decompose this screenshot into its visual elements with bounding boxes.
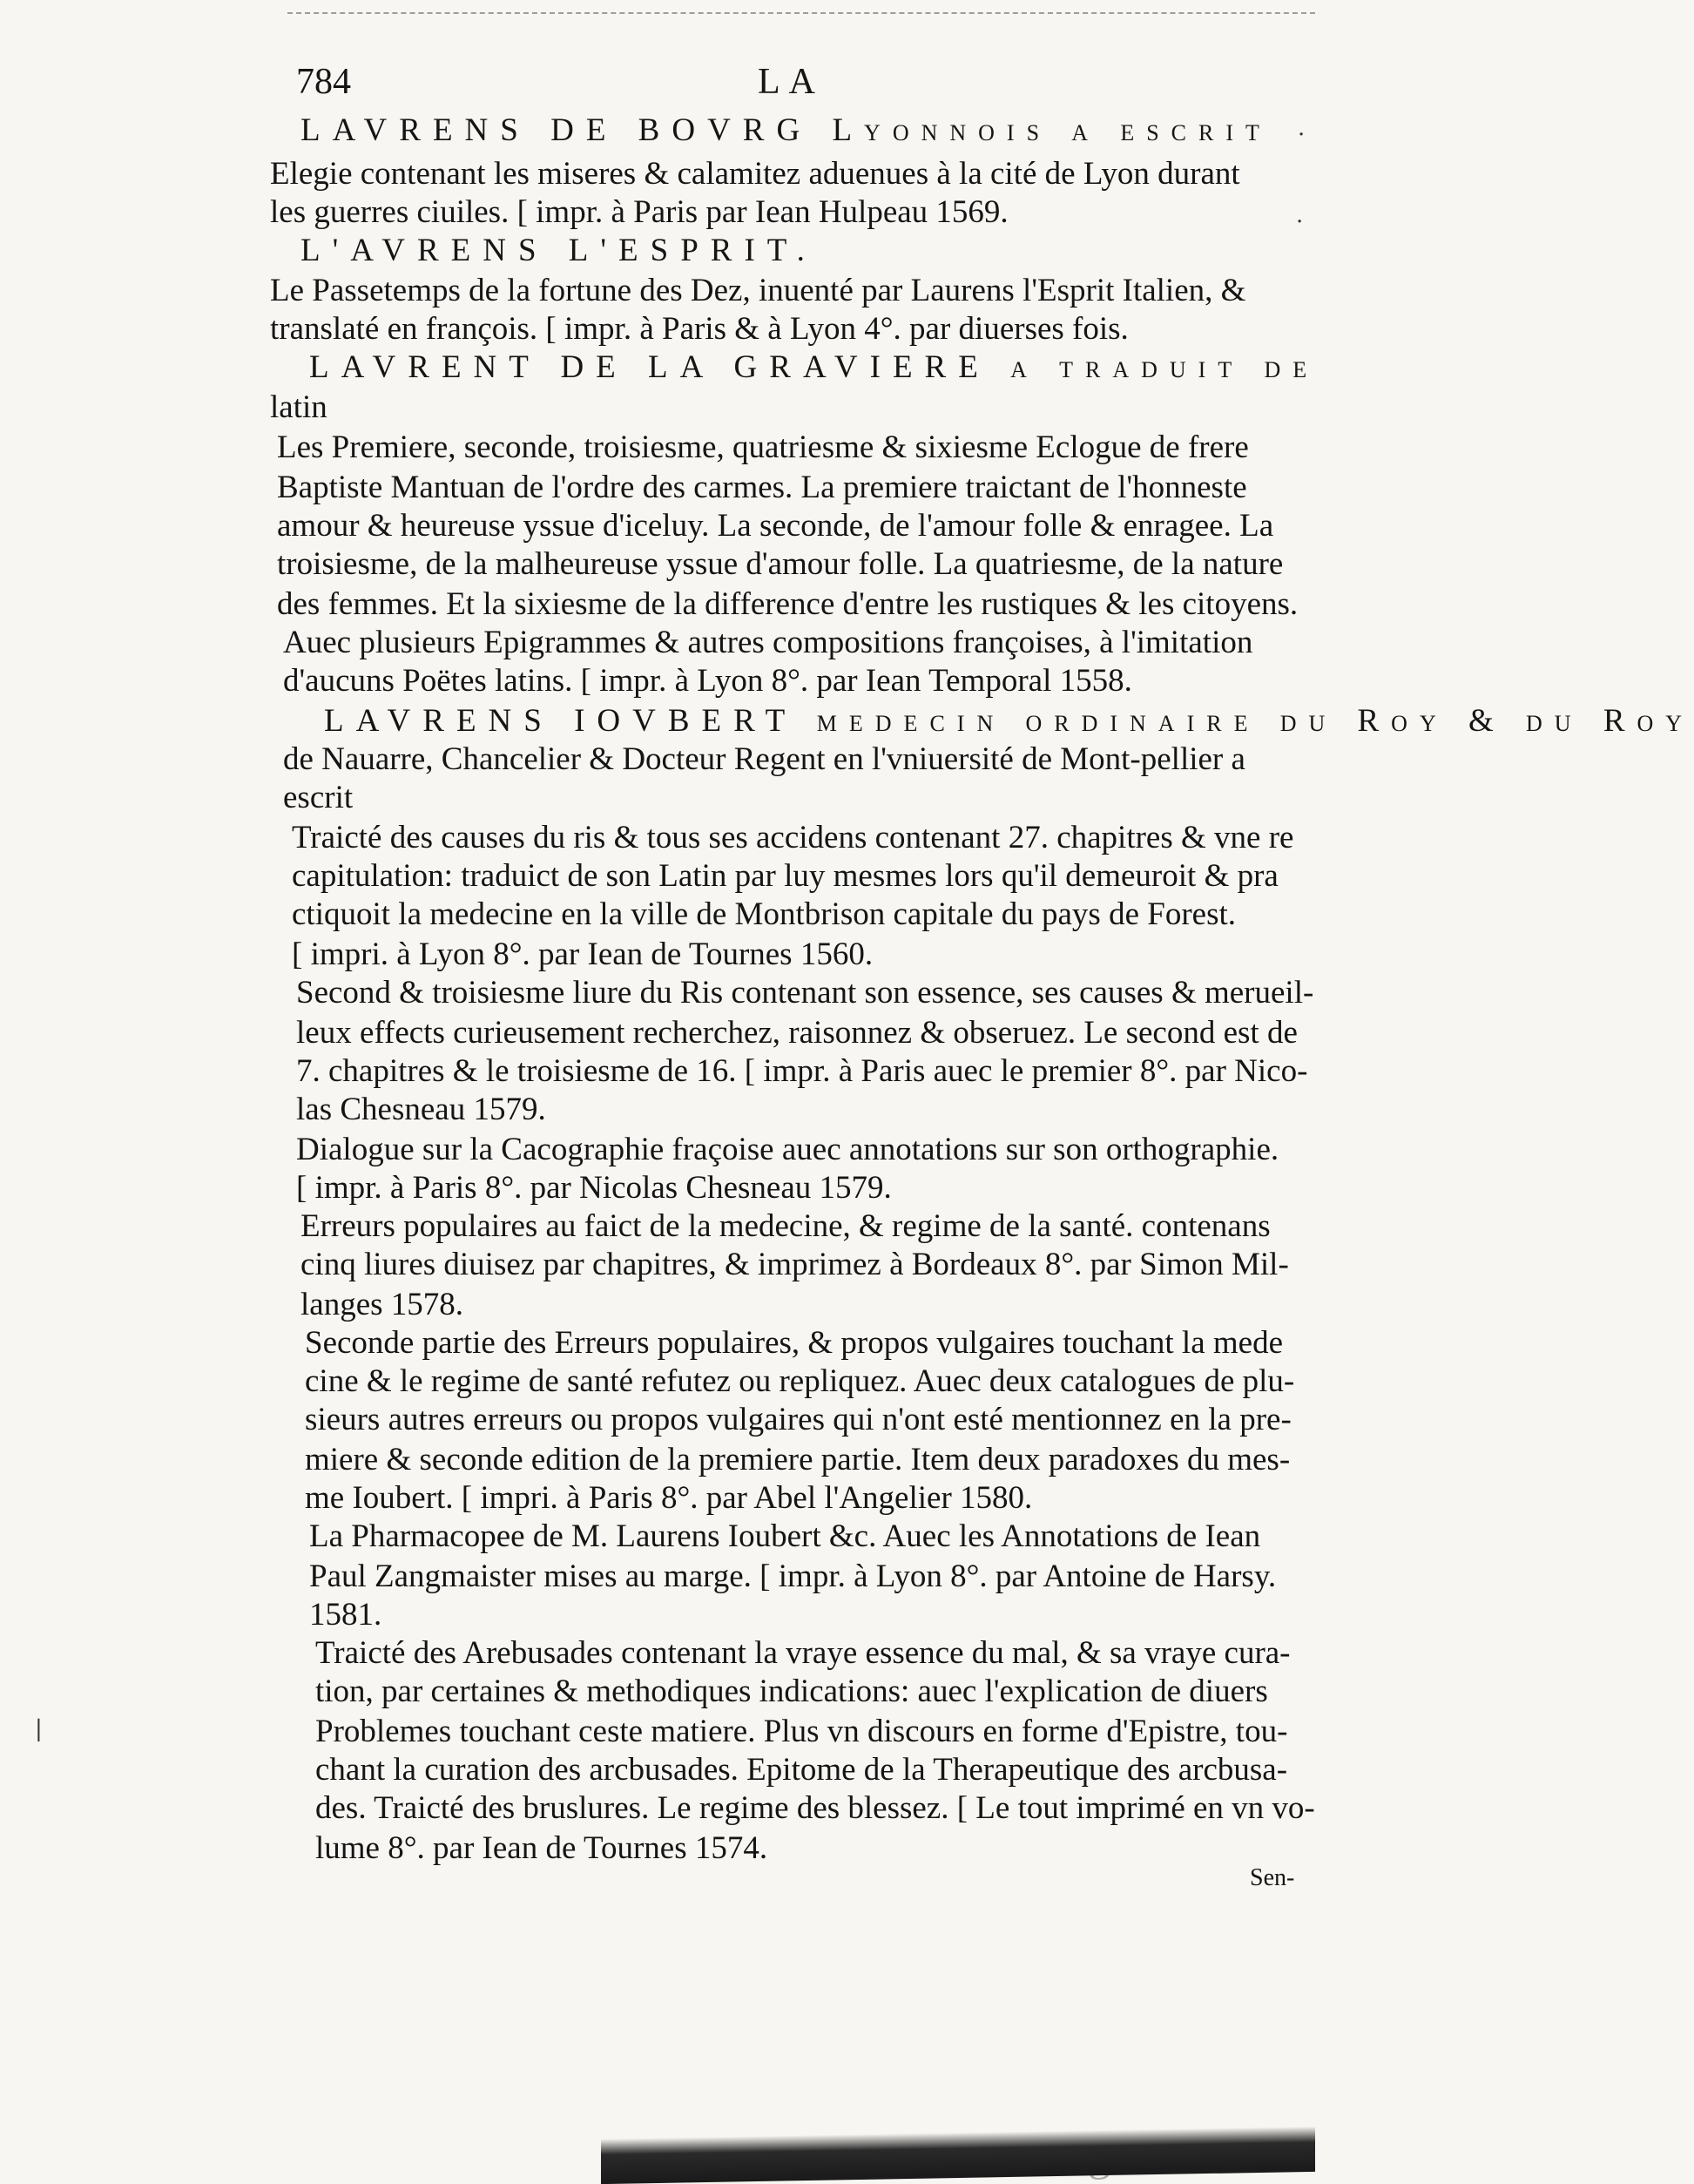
- text-line: des femmes. Et la sixiesme de la difference d'entre les rustiques & les citoyens.: [277, 586, 1299, 622]
- text-line: La Pharmacopee de M. Laurens Ioubert &c. Auec les Annotations de Iean: [309, 1518, 1261, 1554]
- catchword: Sen-: [1250, 1864, 1295, 1891]
- scan-bottom-edge: [601, 2127, 1315, 2184]
- text-line: leux effects curieusement recherchez, raisonnez & obseruez. Le second est de: [296, 1015, 1298, 1051]
- running-head: LA: [758, 62, 824, 102]
- text-line: amour & heureuse yssue d'iceluy. La seconde, de l'amour folle & enragee. La: [277, 508, 1274, 544]
- text-line: [ impri. à Lyon 8°. par Iean de Tournes 1560.: [292, 936, 874, 972]
- text-line: Paul Zangmaister mises au marge. [ impr. à Lyon 8°. par Antoine de Harsy.: [309, 1559, 1277, 1594]
- text-line: tion, par certaines & methodiques indications: auec l'explication de diuers: [315, 1673, 1268, 1709]
- text-line: [ impr. à Paris 8°. par Nicolas Chesneau 1579.: [296, 1170, 892, 1206]
- text-line: Seconde partie des Erreurs populaires, & propos vulgaires touchant la mede: [305, 1325, 1284, 1361]
- text-line: translaté en françois. [ impr. à Paris & à Lyon 4°. par diuerses fois.: [270, 311, 1129, 347]
- text-line: Second & troisiesme liure du Ris contenant son essence, ses causes & merueil-: [296, 975, 1314, 1011]
- text-line: Problemes touchant ceste matiere. Plus vn discours en forme d'Epistre, tou-: [315, 1714, 1288, 1749]
- text-line: Le Passetemps de la fortune des Dez, inuenté par Laurens l'Esprit Italien, &: [270, 273, 1246, 308]
- text-line: LAVRENS DE BOVRG Lyonnois a escrit: [300, 112, 1272, 148]
- text-line: Dialogue sur la Cacographie fraçoise auec annotations sur son orthographie.: [296, 1132, 1279, 1167]
- text-line: Baptiste Mantuan de l'ordre des carmes. La premiere traictant de l'honneste: [277, 470, 1247, 505]
- text-line: LAVRENS IOVBERT medecin ordinaire du Roy & du Roy: [324, 703, 1694, 739]
- margin-mark: ·: [1298, 122, 1306, 148]
- text-line: las Chesneau 1579.: [296, 1092, 546, 1127]
- text-line: me Ioubert. [ impri. à Paris 8°. par Abel l'Angelier 1580.: [305, 1480, 1033, 1516]
- text-line: Elegie contenant les miseres & calamitez aduenues à la cité de Lyon durant: [270, 156, 1240, 192]
- page-number: 784: [296, 62, 351, 102]
- text-line: lume 8°. par Iean de Tournes 1574.: [315, 1830, 768, 1866]
- text-line: escrit: [283, 780, 354, 815]
- text-line: 7. chapitres & le troisiesme de 16. [ impr. à Paris auec le premier 8°. par Nico-: [296, 1053, 1308, 1089]
- text-line: cinq liures diuisez par chapitres, & imprimez à Bordeaux 8°. par Simon Mil-: [300, 1247, 1289, 1282]
- scan-top-edge: [287, 0, 1315, 14]
- text-line: Erreurs populaires au faict de la medecine, & regime de la santé. contenans: [300, 1208, 1271, 1244]
- text-line: 1581.: [309, 1597, 382, 1633]
- text-line: Les Premiere, seconde, troisiesme, quatriesme & sixiesme Eclogue de frere: [277, 429, 1249, 465]
- margin-mark: ·: [1296, 209, 1304, 235]
- text-line: des. Traicté des bruslures. Le regime des blessez. [ Le tout imprimé en vn vo-: [315, 1790, 1315, 1826]
- text-line: d'aucuns Poëtes latins. [ impr. à Lyon 8°. par Iean Temporal 1558.: [283, 663, 1132, 699]
- text-line: cine & le regime de santé refutez ou repliquez. Auec deux catalogues de plu-: [305, 1363, 1295, 1399]
- text-line: troisiesme, de la malheureuse yssue d'amour folle. La quatriesme, de la nature: [277, 546, 1284, 582]
- text-line: chant la curation des arcbusades. Epitome de la Therapeutique des arcbusa-: [315, 1752, 1288, 1788]
- text-line: LAVRENT DE LA GRAVIERE a traduit de: [309, 349, 1319, 385]
- text-line: langes 1578.: [300, 1287, 464, 1322]
- text-line: Traicté des causes du ris & tous ses accidens contenant 27. chapitres & vne re: [292, 820, 1294, 855]
- text-line: L'AVRENS L'ESPRIT.: [300, 233, 817, 268]
- text-line: les guerres ciuiles. [ impr. à Paris par Iean Hulpeau 1569.: [270, 194, 1009, 230]
- text-line: Traicté des Arebusades contenant la vraye essence du mal, & sa vraye cura-: [315, 1635, 1291, 1671]
- text-line: miere & seconde edition de la premiere partie. Item deux paradoxes du mes-: [305, 1442, 1291, 1477]
- text-line: sieurs autres erreurs ou propos vulgaires qui n'ont esté mentionnez en la pre-: [305, 1402, 1292, 1437]
- margin-mark: |: [35, 1716, 43, 1742]
- text-line: capitulation: traduict de son Latin par luy mesmes lors qu'il demeuroit & pra: [292, 858, 1279, 894]
- text-line: latin: [270, 389, 327, 425]
- text-line: Auec plusieurs Epigrammes & autres compositions françoises, à l'imitation: [283, 625, 1253, 660]
- text-line: de Nauarre, Chancelier & Docteur Regent en l'vniuersité de Mont-pellier a: [283, 741, 1245, 777]
- text-line: ctiquoit la medecine en la ville de Montbrison capitale du pays de Forest.: [292, 896, 1237, 932]
